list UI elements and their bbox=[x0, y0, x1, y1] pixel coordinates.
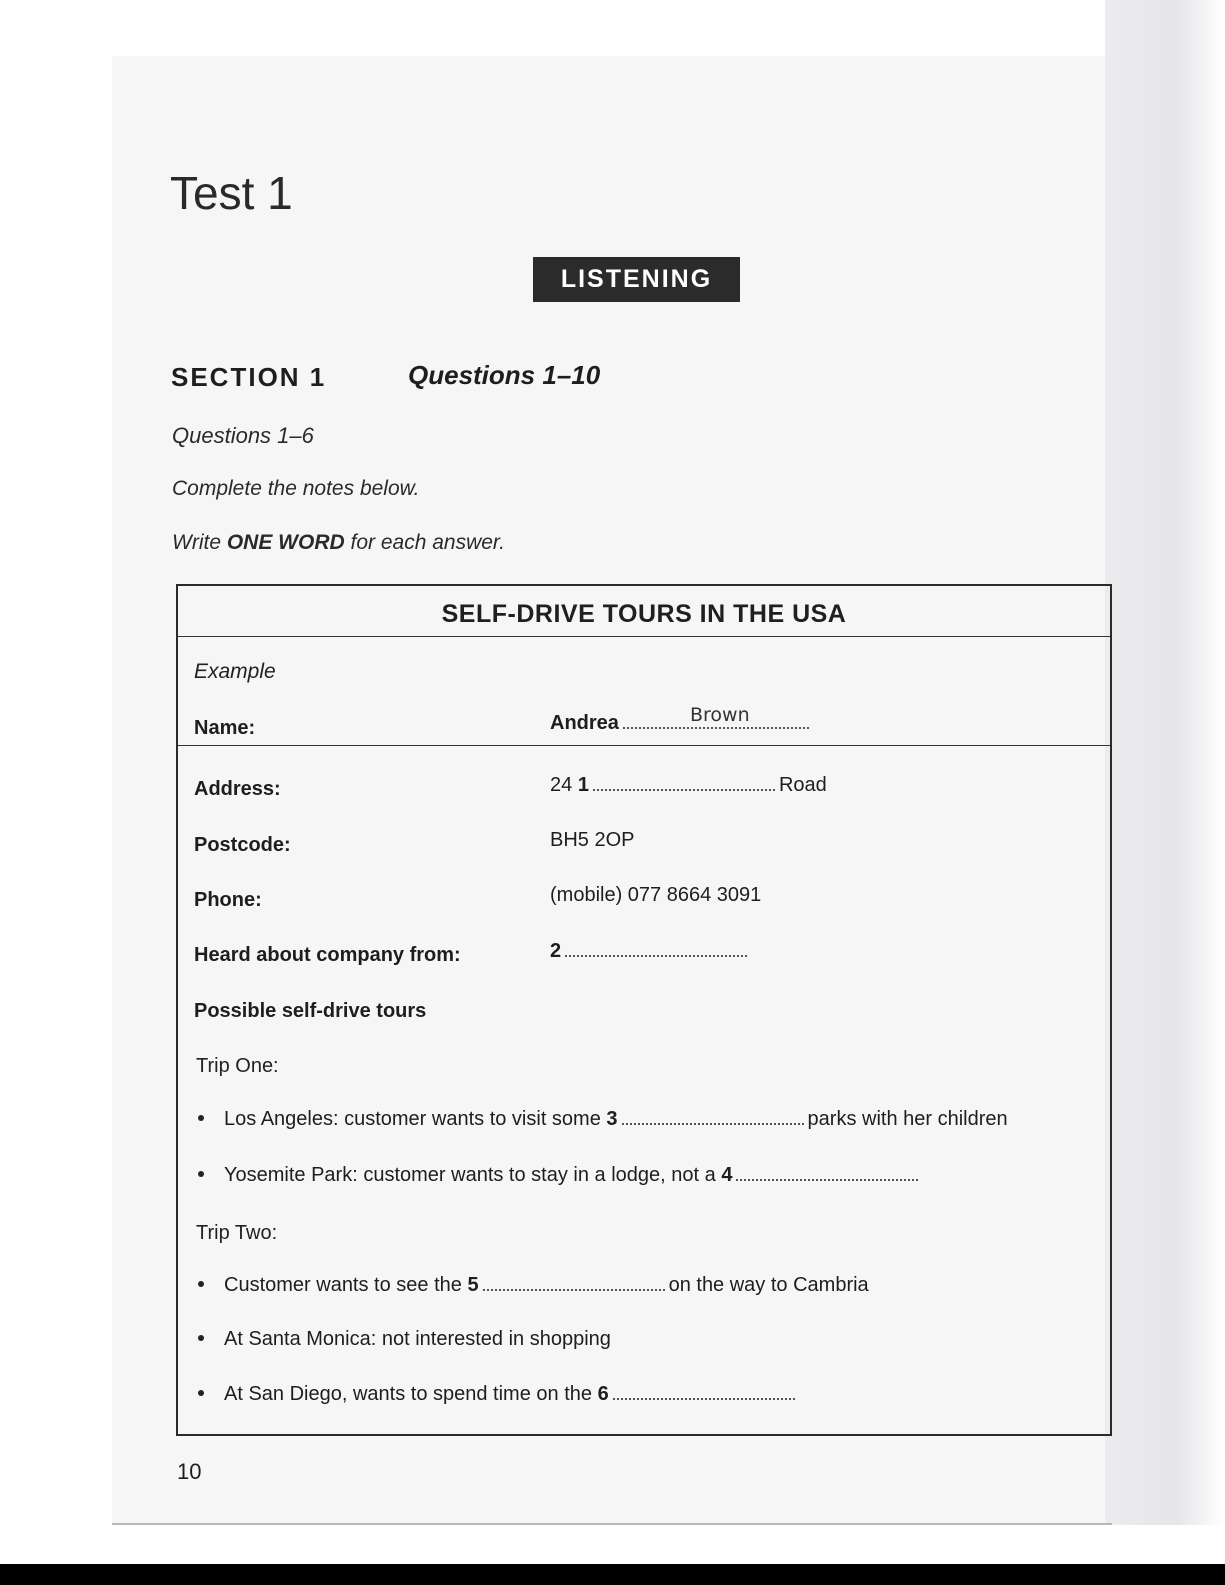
postcode-label: Postcode: bbox=[194, 834, 291, 856]
trip-two-label: Trip Two: bbox=[196, 1222, 278, 1244]
trip-two-item bbox=[198, 1383, 799, 1406]
trip-two-item-post: on the way to Cambria bbox=[668, 1274, 869, 1296]
scan-margin-top bbox=[0, 0, 1225, 56]
phone-label: Phone: bbox=[194, 889, 262, 911]
question-4-number: 4 bbox=[721, 1164, 733, 1186]
question-6-number: 6 bbox=[597, 1383, 609, 1405]
title-divider bbox=[178, 636, 1110, 637]
instruction-complete: Complete the notes below. bbox=[172, 477, 420, 500]
test-title: Test 1 bbox=[170, 167, 293, 219]
trip-two-item bbox=[198, 1274, 869, 1297]
trip-one-item bbox=[198, 1164, 922, 1187]
name-first: Andrea bbox=[550, 712, 619, 734]
question-5-number: 5 bbox=[467, 1274, 479, 1296]
trip-two-item-text: At San Diego, wants to spend time on the bbox=[224, 1383, 592, 1405]
trip-one-item-text: Yosemite Park: customer wants to stay in a lodge, not a bbox=[224, 1164, 716, 1186]
question-6-answer-line[interactable] bbox=[613, 1398, 795, 1400]
question-3-answer-line[interactable] bbox=[622, 1123, 804, 1125]
question-2-number: 2 bbox=[550, 940, 562, 962]
trip-two-item-text: Customer wants to see the bbox=[224, 1274, 462, 1296]
phone-value: (mobile) 077 8664 3091 bbox=[550, 884, 762, 906]
question-2-answer-line[interactable] bbox=[565, 955, 747, 957]
section-title: SECTION 1 bbox=[171, 362, 327, 392]
section-range: Questions 1–10 bbox=[408, 360, 601, 390]
address-suffix: Road bbox=[778, 774, 827, 796]
question-1-number: 1 bbox=[577, 774, 589, 796]
bullet-dot bbox=[198, 1281, 204, 1287]
question-1-answer-line[interactable] bbox=[593, 789, 775, 791]
bullet-dot bbox=[198, 1171, 204, 1177]
name-value bbox=[550, 712, 813, 735]
question-5-answer-line[interactable] bbox=[483, 1289, 665, 1291]
bullet-dot bbox=[198, 1335, 204, 1341]
example-divider bbox=[178, 745, 1110, 746]
instruction-write-post: for each answer. bbox=[344, 531, 505, 554]
tours-label: Possible self-drive tours bbox=[194, 1000, 427, 1022]
notes-form-box bbox=[176, 584, 1112, 1436]
address-prefix: 24 bbox=[550, 774, 573, 796]
questions-subrange: Questions 1–6 bbox=[172, 423, 314, 448]
heard-label: Heard about company from: bbox=[194, 944, 461, 966]
name-answer-handwritten: Brown bbox=[690, 704, 750, 726]
name-answer-line bbox=[623, 727, 809, 729]
trip-two-item-text: At Santa Monica: not interested in shopping bbox=[224, 1328, 611, 1350]
name-label: Name: bbox=[194, 717, 256, 739]
scan-margin-right bbox=[1105, 0, 1225, 1585]
trip-one-label: Trip One: bbox=[196, 1055, 279, 1077]
form-title: SELF-DRIVE TOURS IN THE USA bbox=[441, 600, 847, 628]
scanner-border bbox=[0, 1564, 1225, 1585]
trip-one-item-text: Los Angeles: customer wants to visit some bbox=[224, 1108, 601, 1130]
postcode-value: BH5 2OP bbox=[550, 829, 635, 851]
bullet-dot bbox=[198, 1115, 204, 1121]
instruction-write-pre: Write bbox=[172, 531, 227, 554]
trip-two-item bbox=[198, 1328, 611, 1351]
trip-one-item-post: parks with her children bbox=[807, 1108, 1008, 1130]
scan-margin-left bbox=[0, 0, 112, 1585]
instruction-write bbox=[172, 531, 505, 555]
page-edge-line bbox=[112, 1523, 1112, 1525]
page-number: 10 bbox=[177, 1459, 202, 1484]
question-4-answer-line[interactable] bbox=[736, 1179, 918, 1181]
bullet-dot bbox=[198, 1390, 204, 1396]
heard-value bbox=[550, 940, 751, 963]
listening-badge: LISTENING bbox=[533, 257, 740, 302]
address-label: Address: bbox=[194, 778, 281, 800]
question-3-number: 3 bbox=[606, 1108, 618, 1130]
instruction-write-bold: ONE WORD bbox=[226, 531, 345, 554]
example-label: Example bbox=[194, 660, 276, 683]
address-value bbox=[550, 774, 827, 797]
trip-one-item bbox=[198, 1108, 1008, 1131]
